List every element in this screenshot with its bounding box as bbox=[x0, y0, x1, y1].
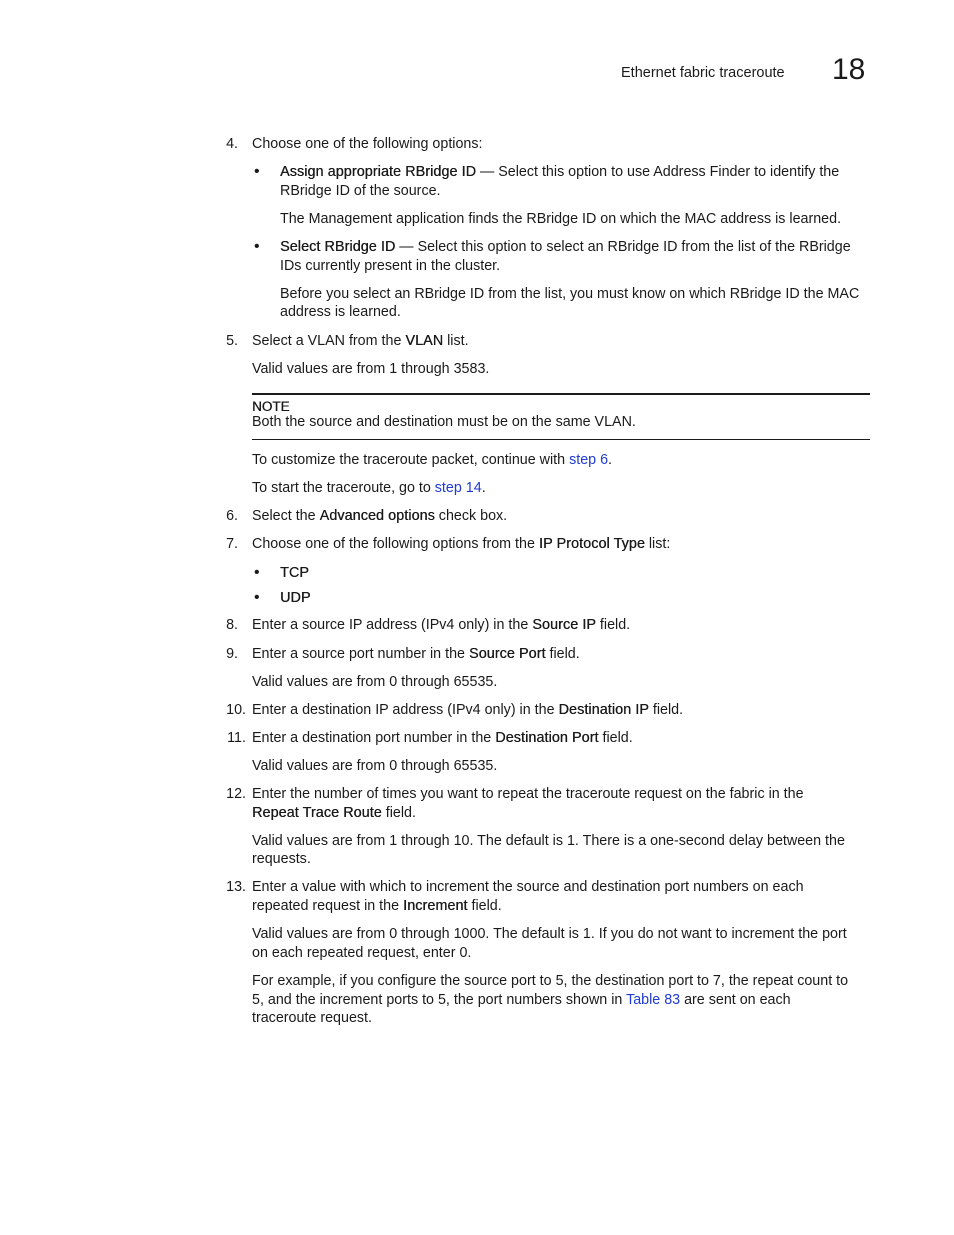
step-text: Enter a destination IP address (IPv4 only) in the Destination IP field. bbox=[252, 702, 684, 718]
step-text: Choose one of the following options from the IP Protocol Type list: bbox=[252, 536, 671, 552]
option-udp: UDP bbox=[280, 590, 311, 606]
valid-values: Valid values are from 1 through 10. The default is 1. There is a one-second delay between the bbox=[252, 833, 845, 849]
start-text: To start the traceroute, go to step 14. bbox=[252, 480, 486, 496]
option-tcp: TCP bbox=[280, 565, 309, 581]
step-number: 11. bbox=[227, 730, 246, 746]
step-text: Choose one of the following options: bbox=[252, 136, 483, 152]
step-number: 9. bbox=[226, 646, 238, 662]
step-text: Enter a source IP address (IPv4 only) in the Source IP field. bbox=[252, 617, 631, 633]
example-text: For example, if you configure the source port to 5, the destination port to 7, the repeat count to bbox=[252, 973, 849, 989]
step-number: 8. bbox=[226, 617, 238, 633]
valid-values: Valid values are from 0 through 65535. bbox=[252, 758, 498, 774]
step-number: 10. bbox=[226, 702, 246, 718]
step-number: 13. bbox=[226, 879, 246, 895]
step-6-link[interactable]: step 6 bbox=[569, 452, 609, 468]
option-desc-cont: RBridge ID of the source. bbox=[280, 183, 441, 199]
step-text-cont: Repeat Trace Route field. bbox=[252, 805, 416, 821]
option-desc: — Select this option to select an RBridge ID from the list of the RBridge bbox=[395, 239, 851, 255]
example-text-cont: 5, and the increment ports to 5, the port numbers shown in Table 83 are sent on each bbox=[252, 992, 791, 1008]
running-header-title: Ethernet fabric traceroute bbox=[621, 65, 785, 81]
note-top-rule bbox=[252, 393, 870, 395]
valid-values: Valid values are from 0 through 65535. bbox=[252, 674, 498, 690]
step-number: 7. bbox=[226, 536, 238, 552]
option-desc: — Select this option to use Address Finder to identify the bbox=[476, 164, 840, 180]
ui-term: Select RBridge ID bbox=[280, 239, 396, 255]
ui-term: VLAN bbox=[405, 333, 444, 349]
ui-term: Repeat Trace Route bbox=[252, 805, 382, 821]
bullet-icon: • bbox=[254, 163, 260, 180]
step-number: 12. bbox=[226, 786, 246, 802]
option-line bbox=[280, 238, 851, 257]
bullet-icon: • bbox=[254, 238, 260, 255]
option-para-cont: address is learned. bbox=[280, 304, 401, 320]
ui-term: Advanced options bbox=[319, 508, 435, 524]
step-text: Select a VLAN from the VLAN list. bbox=[252, 333, 469, 349]
step-text: Enter a value with which to increment the source and destination port numbers on each bbox=[252, 879, 804, 895]
ui-term: Assign appropriate RBridge ID bbox=[280, 164, 477, 180]
ui-term: Increment bbox=[403, 898, 468, 914]
chapter-number: 18 bbox=[832, 53, 866, 86]
step-14-link[interactable]: step 14 bbox=[434, 480, 482, 496]
valid-values: Valid values are from 0 through 1000. The default is 1. If you do not want to increment the port bbox=[252, 926, 847, 942]
step-text: Enter a source port number in the Source Port field. bbox=[252, 646, 580, 662]
step-text: Enter the number of times you want to repeat the traceroute request on the fabric in the bbox=[252, 786, 804, 802]
option-desc-cont: IDs currently present in the cluster. bbox=[280, 258, 501, 274]
ui-term: Destination Port bbox=[495, 730, 599, 746]
step-number: 4. bbox=[226, 136, 238, 152]
option-line bbox=[280, 163, 839, 182]
option-para: The Management application finds the RBridge ID on which the MAC address is learned. bbox=[280, 211, 842, 227]
note-bottom-rule bbox=[252, 439, 870, 440]
option-para: Before you select an RBridge ID from the list, you must know on which RBridge ID the MAC bbox=[280, 286, 860, 302]
ui-term: Destination IP bbox=[558, 702, 649, 718]
note-heading: NOTE bbox=[252, 399, 290, 414]
step-text: Select the Advanced options check box. bbox=[252, 508, 508, 524]
valid-values: Valid values are from 1 through 3583. bbox=[252, 361, 490, 377]
step-text: Enter a destination port number in the Destination Port field. bbox=[252, 730, 633, 746]
continue-text: To customize the traceroute packet, continue with step 6. bbox=[252, 452, 613, 468]
table-83-link[interactable]: Table 83 bbox=[626, 992, 681, 1008]
step-number: 5. bbox=[226, 333, 238, 349]
ui-term: Source IP bbox=[532, 617, 596, 633]
bullet-icon: • bbox=[254, 564, 260, 581]
ui-term: IP Protocol Type bbox=[538, 536, 645, 552]
ui-term: Source Port bbox=[468, 646, 546, 662]
step-number: 6. bbox=[226, 508, 238, 524]
valid-values-cont: requests. bbox=[252, 851, 311, 867]
valid-values-cont: on each repeated request, enter 0. bbox=[252, 945, 472, 961]
example-text-end: traceroute request. bbox=[252, 1010, 373, 1026]
note-text: Both the source and destination must be on the same VLAN. bbox=[252, 414, 636, 430]
bullet-icon: • bbox=[254, 589, 260, 606]
step-text-cont: repeated request in the Increment field. bbox=[252, 898, 502, 914]
